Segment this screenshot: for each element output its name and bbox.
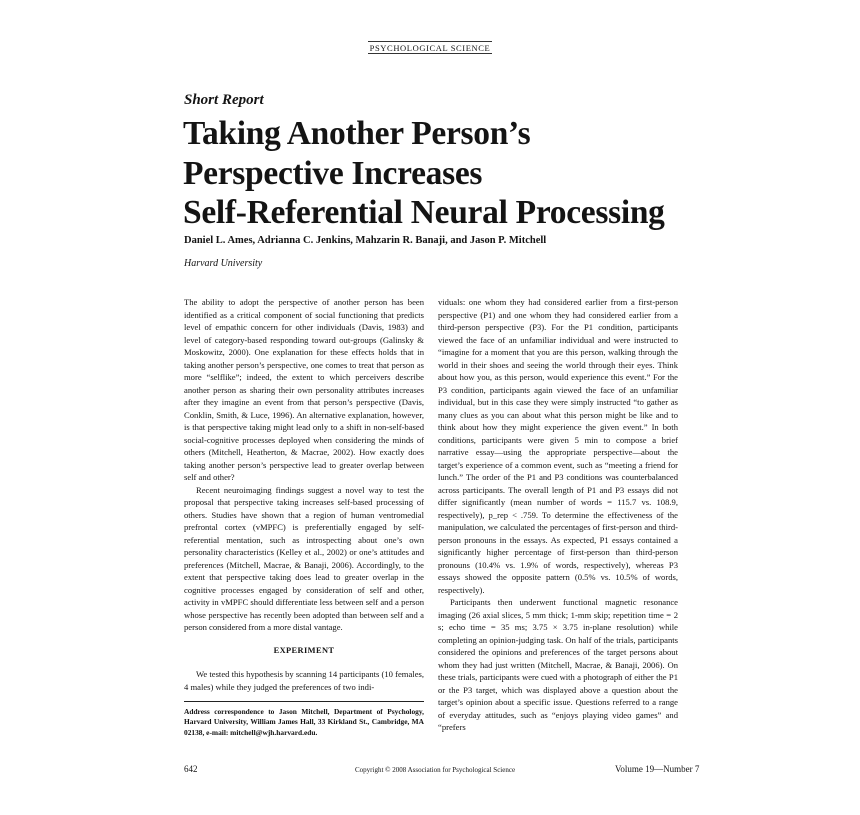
right-column: [438, 296, 678, 741]
title-line: Self-Referential Neural Processing: [183, 194, 665, 231]
volume-issue: Volume 19—Number 7: [615, 764, 700, 774]
body-paragraph: The ability to adopt the perspective of another person has been identified as a critical component of social functioning that predicts level of empathic concern for other individuals (Davis, 1983) and level of category-based responding toward out-groups (Galinsky & Moskowitz, 2000). One explanation for these effects holds that in taking another person’s perspective, one comes to treat that person as more “selflike”; indeed, the extent to which perceivers describe another person as sharing their own personality attributes increases after they imagine an event from that person’s perspective (Davis, Conklin, Smith, & Luce, 1996). An alternative explanation, however, is that perspective taking might lead only to a shift in non-self-based social-cognitive processes deployed when considering the minds of others (Mitchell, Heatherton, & Macrae, 2002). How exactly does taking another person’s perspective lead to greater overlap between self and other?: [184, 297, 424, 482]
journal-name: PSYCHOLOGICAL SCIENCE: [369, 43, 491, 53]
article-title: [183, 114, 703, 233]
section-label: Short Report: [184, 92, 264, 108]
left-column: [184, 296, 424, 696]
page-number: 642: [184, 764, 198, 774]
title-line: Taking Another Person’s: [183, 115, 531, 152]
journal-header: [0, 41, 860, 54]
correspondence-footnote: Address correspondence to Jason Mitchell, Department of Psychology, Harvard University, William James Hall, 33 Kirkland St., Cambridge, MA 02138, e-mail: mitchell@wjh.harvard.edu.: [184, 701, 424, 738]
title-line: Perspective Increases: [183, 154, 483, 192]
copyright-notice: Copyright © 2008 Association for Psychological Science: [355, 766, 516, 774]
body-paragraph: Recent neuroimaging findings suggest a novel way to test the proposal that perspective taking increases self-based processing of others. Studies have shown that a region of human ventromedial prefrontal cortex (vMPFC) is preferentially engaged by self-referential mentation, such as introspecting about one’s own personality characteristics (Kelley et al., 2002) or one’s attitudes and preferences (Mitchell, Macrae, & Banaji, 2006). Accordingly, to the extent that perspective taking does lead to greater overlap in the cognitive processes engaged by consideration of self and other, activity in vMPFC should differentiate less between self and a person whose perspective has recently been adopted than between self and a person considered from a more distal vantage.: [184, 484, 424, 632]
affiliation: Harvard University: [184, 258, 263, 269]
body-paragraph: We tested this hypothesis by scanning 14 participants (10 females, 4 males) while they judged the preferences of two indi-: [184, 669, 424, 692]
author-list: Daniel L. Ames, Adrianna C. Jenkins, Mahzarin R. Banaji, and Jason P. Mitchell: [184, 235, 547, 246]
section-heading-experiment: EXPERIMENT: [273, 645, 335, 655]
body-paragraph: Participants then underwent functional magnetic resonance imaging (26 axial slices, 5 mm thick; 1-mm skip; repetition time = 2 s; echo time = 35 ms; 3.75 × 3.75 in-plane resolution) while completing an opinion-judging task. On half of the trials, participants considered the opinions and preferences of the target persons about whom they had just written (Mitchell, Macrae, & Banaji, 2006). On these trials, participants were cued with a photograph of either the P1 or the P3 target, which was displayed above a question about the target’s opinion about a specific issue. Questions referred to a range of everyday attitudes, such as “enjoys playing video games” and “prefers: [438, 597, 678, 732]
body-paragraph: viduals: one whom they had considered earlier from a first-person perspective (P1) and one whom they had considered earlier from a third-person perspective (P3). For the P1 condition, participants viewed the face of an unfamiliar individual and were instructed to “imagine for a moment that you are this person, walking through the world in their shoes and seeing the world through their eyes. Think about how you, as this person, would experience this event.” For the P3 condition, participants again viewed the face of an unfamiliar individual, but in this case they were simply instructed “to gather as many clues as you can about what this person might be like and to think about how they might experience the given event.” In both conditions, participants were given 5 min to compose a brief narrative essay—using the appropriate perspective—about the target’s experience of a common event, such as “meeting a friend for lunch.” The order of the P1 and P3 conditions was counterbalanced across participants. The overall length of P1 and P3 essays did not differ significantly (mean number of words = 115.7 vs. 108.9, respectively), p_rep < .759. To determine the effectiveness of the manipulation, we calculated the percentages of first-person and third-person pronouns in the essays. As expected, P1 essays contained a significantly higher percentage of first-person than third-person pronouns (10.4% vs. 1.9% of words, respectively), whereas P3 essays showed the opposite pattern (0.5% vs. 10.5% of words, respectively).: [438, 297, 678, 595]
